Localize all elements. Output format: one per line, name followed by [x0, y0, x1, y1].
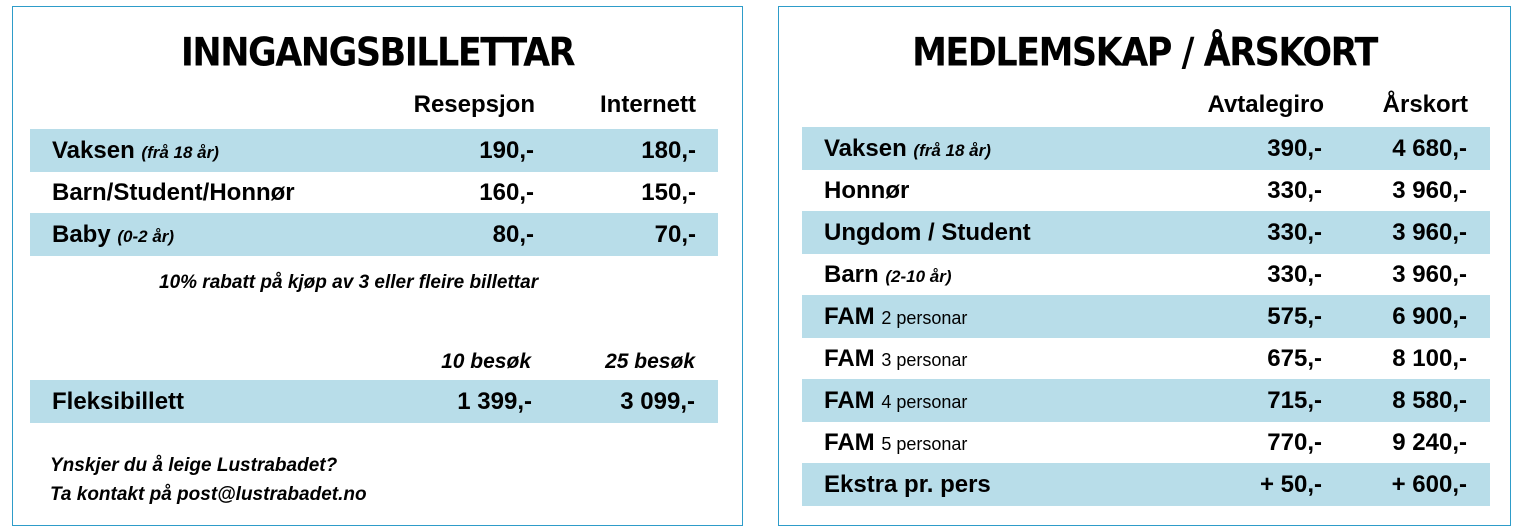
ticket-row-adult [30, 129, 718, 172]
membership-row-sublabel: (frå 18 år) [913, 141, 991, 160]
membership-row [802, 463, 1490, 506]
membership-row-label: FAM [824, 387, 875, 414]
membership-row-label: FAM [824, 345, 875, 372]
column-header-internet: Internett [600, 91, 696, 118]
membership-row-sublabel: 2 personar [881, 308, 968, 328]
membership-row-sublabel: (2-10 år) [885, 267, 952, 286]
flex-ticket-row [30, 380, 718, 423]
membership-row [802, 127, 1490, 170]
rental-question: Ynskjer du å leige Lustrabadet? [50, 455, 338, 476]
price-10-visits: 1 399,- [457, 388, 532, 415]
price-arskort: + 600,- [1391, 471, 1467, 498]
price-internet: 70,- [654, 221, 696, 248]
price-arskort: 6 900,- [1392, 303, 1467, 330]
ticket-row-label: Barn/Student/Honnør [52, 179, 295, 206]
membership-row [802, 421, 1490, 464]
membership-row-sublabel: 5 personar [881, 434, 968, 454]
membership-row [802, 337, 1490, 380]
entry-tickets-panel [12, 6, 743, 526]
membership-panel [778, 6, 1511, 526]
membership-row-label: FAM [824, 429, 875, 456]
membership-row [802, 295, 1490, 338]
column-header-reception: Resepsjon [413, 91, 535, 118]
membership-row-label: Ekstra pr. pers [824, 471, 991, 498]
membership-row [802, 379, 1490, 422]
rental-contact: Ta kontakt på post@lustrabadet.no [50, 484, 367, 505]
price-avtalegiro: 330,- [1267, 261, 1322, 288]
discount-note: 10% rabatt på kjøp av 3 eller fleire billettar [159, 272, 539, 293]
price-25-visits: 3 099,- [620, 388, 695, 415]
ticket-row-baby [30, 213, 718, 256]
price-avtalegiro: 390,- [1267, 135, 1322, 162]
membership-title: MEDLEMSKAP / ÅRSKORT [912, 30, 1377, 76]
column-header-arskort: Årskort [1382, 91, 1468, 118]
ticket-row-label: Baby [52, 221, 111, 248]
entry-tickets-title: INNGANGSBILLETTAR [180, 30, 575, 76]
price-avtalegiro: 330,- [1267, 219, 1322, 246]
ticket-row-sublabel: (frå 18 år) [141, 143, 219, 162]
price-arskort: 8 580,- [1392, 387, 1467, 414]
membership-row-label: FAM [824, 303, 875, 330]
price-avtalegiro: 715,- [1267, 387, 1322, 414]
membership-row-sublabel: 3 personar [881, 350, 968, 370]
membership-row-label: Honnør [824, 177, 910, 204]
price-reception: 80,- [492, 221, 534, 248]
membership-row [802, 169, 1490, 212]
price-internet: 150,- [641, 179, 696, 206]
price-avtalegiro: 675,- [1267, 345, 1322, 372]
flex-ticket-label: Fleksibillett [52, 388, 185, 415]
price-arskort: 9 240,- [1392, 429, 1467, 456]
column-header-avtalegiro: Avtalegiro [1207, 91, 1324, 118]
price-internet: 180,- [641, 137, 696, 164]
price-reception: 190,- [479, 137, 534, 164]
membership-row-label: Barn [824, 261, 879, 288]
price-avtalegiro: 575,- [1267, 303, 1322, 330]
price-arskort: 3 960,- [1392, 177, 1467, 204]
price-arskort: 4 680,- [1392, 135, 1467, 162]
price-arskort: 3 960,- [1392, 219, 1467, 246]
price-reception: 160,- [479, 179, 534, 206]
ticket-row-sublabel: (0-2 år) [117, 227, 175, 246]
membership-row [802, 253, 1490, 296]
column-header-10-visits: 10 besøk [441, 350, 531, 373]
column-header-25-visits: 25 besøk [605, 350, 695, 373]
membership-row [802, 211, 1490, 254]
ticket-row-child-student-senior [30, 171, 718, 214]
price-arskort: 8 100,- [1392, 345, 1467, 372]
membership-row-label: Vaksen [824, 135, 907, 162]
price-avtalegiro: 330,- [1267, 177, 1322, 204]
price-avtalegiro: 770,- [1267, 429, 1322, 456]
membership-row-label: Ungdom / Student [824, 219, 1031, 246]
price-avtalegiro: + 50,- [1259, 471, 1322, 498]
ticket-row-label: Vaksen [52, 137, 135, 164]
membership-row-sublabel: 4 personar [881, 392, 968, 412]
price-arskort: 3 960,- [1392, 261, 1467, 288]
